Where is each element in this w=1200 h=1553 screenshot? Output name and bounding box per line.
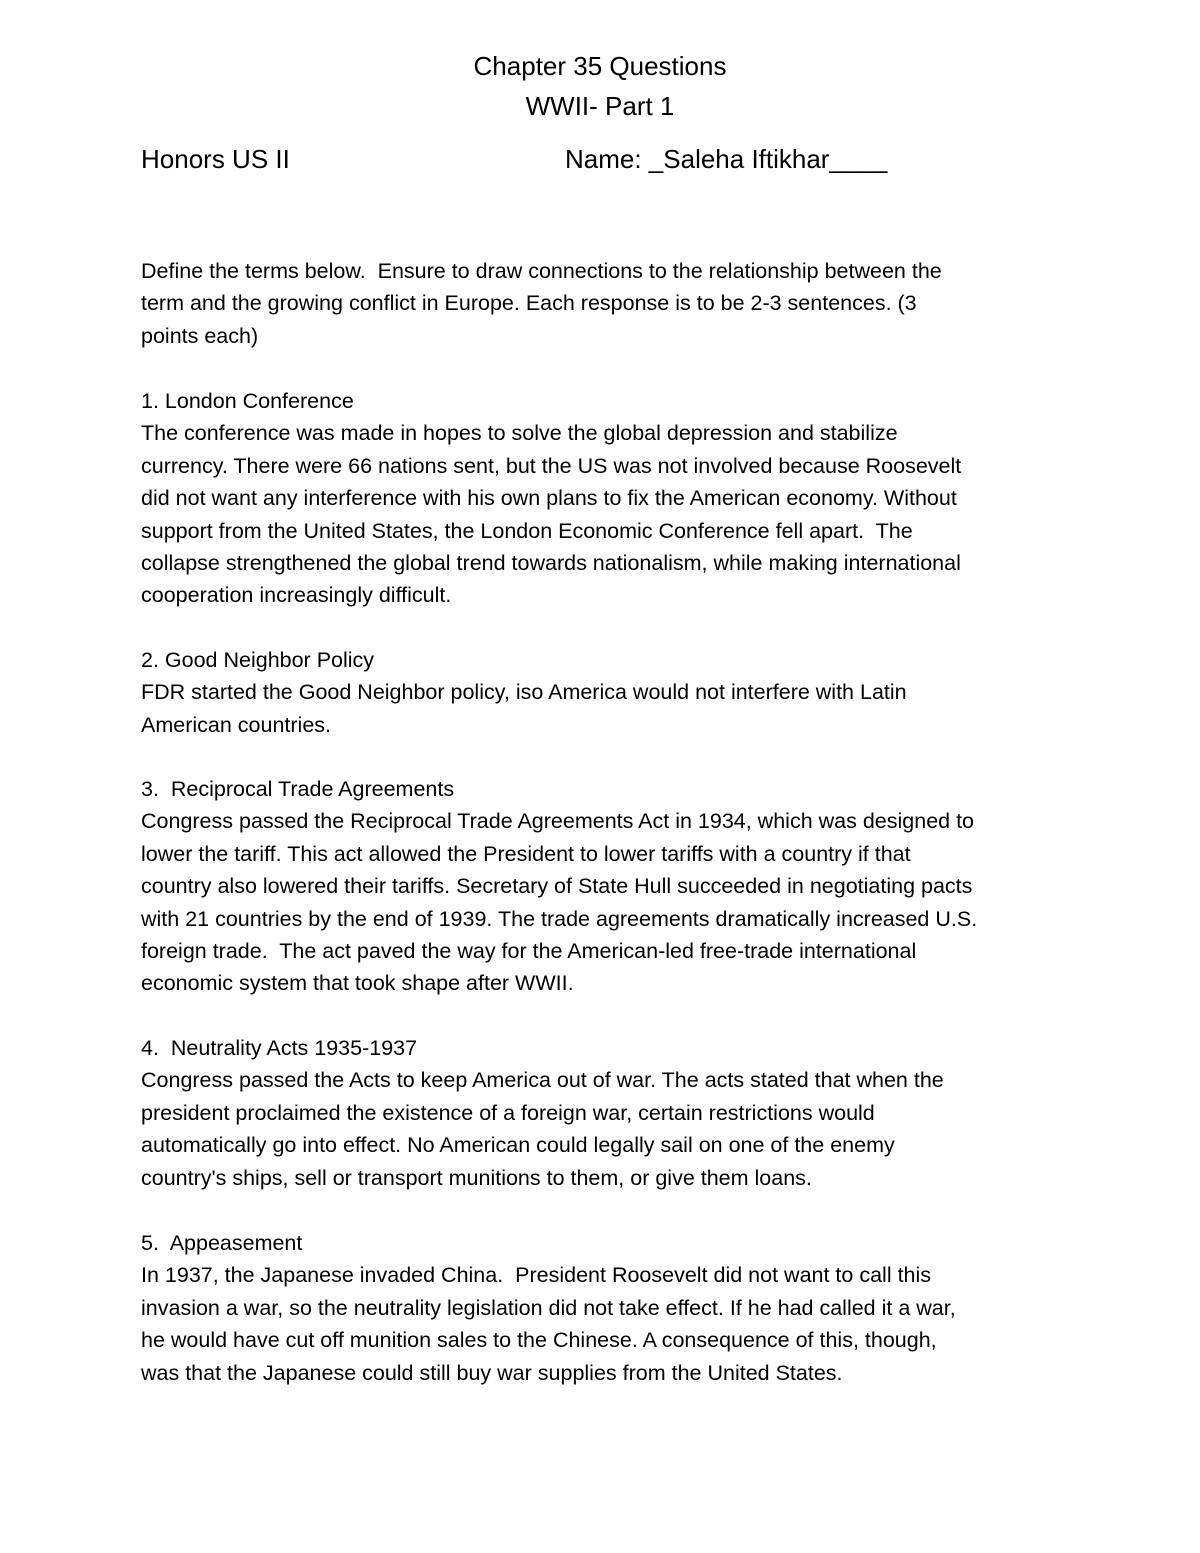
answer-line: economic system that took shape after WWII. (141, 971, 574, 996)
answer-line: cooperation increasingly difficult. (141, 583, 452, 608)
page-title: Chapter 35 Questions (473, 51, 727, 81)
page-subtitle: WWII- Part 1 (525, 91, 675, 121)
section-heading: 5. Appeasement (141, 1231, 303, 1255)
instructions-line: term and the growing conflict in Europe. Each response is to be 2-3 sentences. (3 (141, 291, 917, 316)
answer-line: Congress passed the Reciprocal Trade Agreements Act in 1934, which was designed to (141, 809, 975, 834)
answer-line: collapse strengthened the global trend towards nationalism, while making international (141, 551, 961, 576)
answer-line: The conference was made in hopes to solve the global depression and stabilize (141, 421, 898, 446)
answer-line: lower the tariff. This act allowed the President to lower tariffs with a country if that (141, 841, 911, 866)
answer-line: automatically go into effect. No American could legally sail on one of the enemy (141, 1133, 895, 1158)
answer-line: president proclaimed the existence of a foreign war, certain restrictions would (141, 1100, 875, 1125)
answer-line: currency. There were 66 nations sent, but the US was not involved because Roosevelt (141, 453, 962, 478)
answer-line: American countries. (141, 712, 331, 737)
answer-line: he would have cut off munition sales to the Chinese. A consequence of this, though, (141, 1328, 937, 1353)
section-london-conference (141, 385, 1071, 612)
answer-line: support from the United States, the London Economic Conference fell apart. The (141, 518, 913, 543)
answer-line: Congress passed the Acts to keep America out of war. The acts stated that when the (141, 1068, 944, 1093)
answer-line: foreign trade. The act paved the way for the American-led free-trade international (141, 939, 917, 964)
section-appeasement (141, 1227, 1071, 1389)
answer-line: did not want any interference with his own plans to fix the American economy. Without (141, 486, 957, 511)
section-good-neighbor-policy (141, 644, 1071, 741)
answer-line: was that the Japanese could still buy war supplies from the United States. (141, 1360, 843, 1385)
section-heading: 1. London Conference (141, 389, 354, 413)
section-reciprocal-trade-agreements (141, 773, 1071, 1000)
section-heading: 3. Reciprocal Trade Agreements (141, 777, 455, 801)
answer-line: invasion a war, so the neutrality legislation did not take effect. If he had called it a war, (141, 1295, 956, 1320)
answer-line: FDR started the Good Neighbor policy, iso America would not interfere with Latin (141, 680, 907, 705)
section-neutrality-acts (141, 1032, 1071, 1194)
instructions-line: points each) (141, 323, 259, 348)
answer-line: country's ships, sell or transport munitions to them, or give them loans. (141, 1165, 812, 1190)
student-name-field: Name: _Saleha Iftikhar____ (565, 144, 888, 174)
section-heading: 4. Neutrality Acts 1935-1937 (141, 1036, 418, 1060)
instructions (141, 255, 1071, 352)
answer-line: In 1937, the Japanese invaded China. President Roosevelt did not want to call this (141, 1263, 932, 1288)
answer-line: country also lowered their tariffs. Secretary of State Hull succeeded in negotiating pacts (141, 874, 973, 899)
answer-line: with 21 countries by the end of 1939. The trade agreements dramatically increased U.S. (141, 906, 978, 931)
instructions-line: Define the terms below. Ensure to draw connections to the relationship between the (141, 259, 942, 283)
class-label: Honors US II (141, 144, 290, 174)
section-heading: 2. Good Neighbor Policy (141, 648, 375, 672)
